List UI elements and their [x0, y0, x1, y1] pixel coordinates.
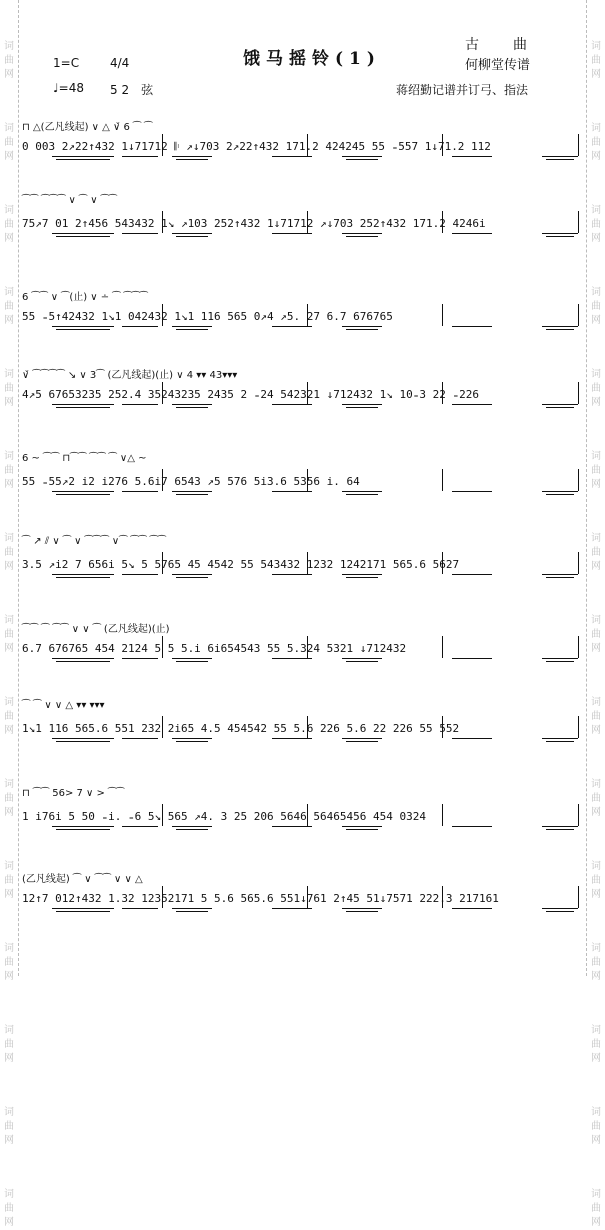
beam-line [272, 491, 312, 492]
watermark-char: 词 [4, 779, 14, 790]
watermark-char: 词 [4, 1107, 14, 1118]
bar-line [442, 304, 443, 326]
beam-line [346, 911, 378, 912]
notation-line [22, 788, 580, 852]
beam-line [342, 574, 382, 575]
bar-line [162, 211, 163, 233]
bar-line [307, 469, 308, 491]
notation-line [22, 453, 580, 517]
beam-line [272, 156, 312, 157]
watermark-char: 网 [4, 889, 14, 900]
beam-line [176, 236, 208, 237]
bar-line [442, 804, 443, 826]
ornament-marks: ⊓ ⁀⁀ 56> 7 ∨ > ⁀⁀ [22, 788, 125, 799]
beam-line [172, 908, 212, 909]
watermark-char: 词 [591, 451, 601, 462]
beam-line [342, 738, 382, 739]
beam-line [272, 658, 312, 659]
beam-line [542, 826, 578, 827]
source-label: 何柳堂传谱 [465, 58, 531, 73]
watermark-char: 词 [591, 205, 601, 216]
watermark-char: 网 [4, 1217, 14, 1228]
bar-line [578, 804, 579, 826]
watermark-char: 曲 [4, 219, 14, 230]
bar-line [307, 304, 308, 326]
watermark-char: 曲 [4, 1121, 14, 1132]
bar-line [578, 469, 579, 491]
beam-line [122, 826, 158, 827]
bar-line [307, 636, 308, 658]
bar-line [442, 469, 443, 491]
watermark-char: 曲 [591, 301, 601, 312]
ornament-marks: ∨̌ ⁀⁀⁀⁀ ↘ ∨ 3⁀ (乙凡线起)(止) ∨ 4 ▾▾ 43▾▾▾ [22, 370, 238, 381]
beam-line [346, 236, 378, 237]
bar-line [162, 382, 163, 404]
watermark-char: 词 [4, 615, 14, 626]
watermark-char: 曲 [4, 957, 14, 968]
watermark-char: 网 [591, 1217, 601, 1228]
beam-line [172, 574, 212, 575]
bar-line [307, 716, 308, 738]
beam-line [452, 326, 492, 327]
bar-line [162, 804, 163, 826]
beam-line [56, 741, 110, 742]
beam-line [542, 233, 578, 234]
bar-line [442, 211, 443, 233]
beam-line [56, 829, 110, 830]
beam-line [546, 577, 574, 578]
beam-line [52, 404, 114, 405]
bar-line [578, 716, 579, 738]
watermark-char: 词 [4, 123, 14, 134]
beam-line [546, 329, 574, 330]
watermark-char: 曲 [4, 793, 14, 804]
watermark-char: 曲 [591, 465, 601, 476]
beam-line [342, 491, 382, 492]
beam-line [342, 404, 382, 405]
beam-line [122, 574, 158, 575]
notation-line [22, 700, 580, 764]
beam-line [56, 911, 110, 912]
beam-line [56, 661, 110, 662]
beam-line [56, 577, 110, 578]
beam-line [122, 326, 158, 327]
bar-line [162, 552, 163, 574]
beam-line [542, 326, 578, 327]
beam-line [346, 329, 378, 330]
genre-label: 古 曲 [465, 37, 529, 53]
beam-line [56, 329, 110, 330]
beam-line [52, 738, 114, 739]
notation-line [22, 870, 580, 934]
beam-line [346, 741, 378, 742]
beam-line [172, 233, 212, 234]
watermark-char: 网 [4, 725, 14, 736]
beam-line [542, 658, 578, 659]
left-watermark-strip [0, 0, 19, 1228]
beam-line [56, 407, 110, 408]
watermark-char: 网 [4, 479, 14, 490]
bar-line [578, 134, 579, 156]
jianpu-notes: 6.7 676765 454 2124 5 5 5.i 6i654543 55 5.324 5321 ↓712432 [22, 642, 407, 655]
beam-line [342, 156, 382, 157]
watermark-char: 曲 [4, 875, 14, 886]
watermark-char: 网 [4, 971, 14, 982]
jianpu-notes: 0 003 2↗22↑432 1↓71712 𝄆 ↗↓703 2↗22↑432 171.2 424245 55 ₌557 1↓71.2 112 [22, 140, 491, 153]
beam-line [172, 326, 212, 327]
watermark-char: 词 [591, 943, 601, 954]
beam-line [342, 826, 382, 827]
beam-line [542, 404, 578, 405]
watermark-char: 词 [591, 1107, 601, 1118]
beam-line [52, 233, 114, 234]
bar-line [307, 134, 308, 156]
bar-line [442, 552, 443, 574]
beam-line [346, 407, 378, 408]
beam-line [452, 826, 492, 827]
time-signature: 4/4 [110, 56, 130, 70]
beam-line [176, 494, 208, 495]
watermark-char: 词 [591, 779, 601, 790]
beam-line [172, 156, 212, 157]
beam-line [546, 911, 574, 912]
watermark-char: 网 [4, 807, 14, 818]
watermark-char: 网 [591, 725, 601, 736]
beam-line [122, 404, 158, 405]
watermark-char: 曲 [591, 875, 601, 886]
beam-line [122, 156, 158, 157]
beam-line [546, 159, 574, 160]
beam-line [542, 738, 578, 739]
beam-line [452, 233, 492, 234]
beam-line [542, 574, 578, 575]
watermark-char: 网 [591, 1053, 601, 1064]
watermark-char: 曲 [4, 1203, 14, 1214]
editor-credit: 蒋绍勤记谱并订弓、指法 [396, 83, 529, 97]
bar-line [442, 134, 443, 156]
beam-line [546, 661, 574, 662]
beam-line [452, 156, 492, 157]
jianpu-notes: 1 i76i 5 50 ₌i. ₌6 5↘ 565 ↗4. 3 25 206 5646 56465456 454 0324 [22, 810, 426, 823]
bar-line [578, 382, 579, 404]
watermark-char: 曲 [4, 547, 14, 558]
watermark-char: 网 [591, 69, 601, 80]
watermark-char: 曲 [591, 1121, 601, 1132]
jianpu-notes: 55 ₌55↗2 i2 i276 5.6i7 6543 ↗5 576 5i3.6 5356 i. 64 [22, 475, 360, 488]
beam-line [452, 574, 492, 575]
watermark-char: 网 [591, 479, 601, 490]
watermark-char: 网 [591, 889, 601, 900]
beam-line [452, 738, 492, 739]
watermark-char: 词 [4, 41, 14, 52]
watermark-char: 曲 [591, 383, 601, 394]
beam-line [272, 404, 312, 405]
beam-line [346, 159, 378, 160]
watermark-char: 曲 [4, 465, 14, 476]
watermark-char: 词 [4, 533, 14, 544]
beam-line [452, 491, 492, 492]
watermark-char: 网 [591, 233, 601, 244]
watermark-char: 词 [591, 1025, 601, 1036]
bar-line [162, 716, 163, 738]
ornament-marks: 6 ~ ⁀⁀ ⊓⁀⁀ ⁀⁀ ⁀ ∨△ ~ [22, 453, 147, 464]
watermark-char: 曲 [591, 711, 601, 722]
watermark-char: 网 [4, 151, 14, 162]
right-watermark-strip [586, 0, 605, 1228]
watermark-char: 词 [591, 533, 601, 544]
beam-line [542, 156, 578, 157]
watermark-char: 曲 [591, 1039, 601, 1050]
bar-line [442, 382, 443, 404]
beam-line [176, 741, 208, 742]
watermark-char: 网 [4, 1053, 14, 1064]
watermark-char: 网 [591, 971, 601, 982]
watermark-char: 网 [4, 1135, 14, 1146]
beam-line [122, 491, 158, 492]
beam-line [172, 491, 212, 492]
beam-line [122, 738, 158, 739]
beam-line [542, 491, 578, 492]
ornament-marks: ⁀ ↗ ⫽ ∨ ⁀ ∨ ⁀⁀⁀ ∨⁀ ⁀⁀ ⁀⁀ [22, 536, 166, 547]
string-tuning: 5 2 弦 [110, 83, 154, 97]
beam-line [172, 404, 212, 405]
bar-line [442, 636, 443, 658]
bar-line [578, 304, 579, 326]
notation-line [22, 195, 580, 259]
beam-line [52, 491, 114, 492]
watermark-char: 词 [591, 369, 601, 380]
ornament-marks: ⁀⁀ ⁀ ⁀⁀ ∨ ∨ ⁀ (乙凡线起)(止) [22, 624, 170, 635]
bar-line [162, 469, 163, 491]
ornament-marks: 6 ⁀⁀ ∨ ⁀(止) ∨ ∸ ⁀ ⁀⁀⁀ [22, 292, 148, 303]
beam-line [546, 741, 574, 742]
beam-line [342, 233, 382, 234]
bar-line [162, 636, 163, 658]
watermark-char: 词 [591, 861, 601, 872]
bar-line [162, 886, 163, 908]
beam-line [546, 236, 574, 237]
beam-line [272, 326, 312, 327]
watermark-char: 曲 [4, 629, 14, 640]
watermark-char: 曲 [4, 1039, 14, 1050]
beam-line [176, 577, 208, 578]
watermark-char: 词 [591, 123, 601, 134]
watermark-char: 词 [591, 697, 601, 708]
bar-line [578, 886, 579, 908]
tempo-marking: ♩=48 [53, 81, 84, 95]
watermark-char: 曲 [4, 383, 14, 394]
notation-line [22, 366, 580, 430]
notation-line [22, 118, 580, 182]
beam-line [176, 159, 208, 160]
bar-line [442, 716, 443, 738]
beam-line [346, 829, 378, 830]
notation-line [22, 620, 580, 684]
jianpu-notes: 75↗7 01 2↑456 543432 1↘ ↗103 252↑432 1↓71712 ↗↓703 252↑432 171.2 4246i [22, 217, 486, 230]
watermark-char: 词 [4, 861, 14, 872]
beam-line [52, 156, 114, 157]
watermark-char: 曲 [4, 711, 14, 722]
key-signature: 1=C [53, 56, 80, 70]
ornament-marks: ⁀⁀ ⁀⁀⁀ ∨ ⁀ ∨ ⁀⁀ [22, 195, 117, 206]
beam-line [346, 494, 378, 495]
beam-line [342, 908, 382, 909]
bar-line [307, 211, 308, 233]
watermark-char: 网 [591, 397, 601, 408]
watermark-char: 网 [591, 1135, 601, 1146]
watermark-char: 词 [4, 697, 14, 708]
watermark-char: 词 [4, 205, 14, 216]
bar-line [442, 886, 443, 908]
beam-line [272, 826, 312, 827]
jianpu-notes: 55 ₌5↑42432 1↘1 042432 1↘1 116 565 0↗4 ↗5. 27 6.7 676765 [22, 310, 393, 323]
beam-line [56, 236, 110, 237]
ornament-marks: ⊓ △(乙凡线起) ∨ △ ∨̌ 6 ⁀ ⁀ [22, 122, 153, 133]
watermark-char: 词 [591, 615, 601, 626]
beam-line [176, 329, 208, 330]
beam-line [272, 233, 312, 234]
watermark-char: 曲 [591, 137, 601, 148]
beam-line [546, 829, 574, 830]
beam-line [542, 908, 578, 909]
watermark-char: 曲 [591, 629, 601, 640]
watermark-char: 词 [4, 451, 14, 462]
watermark-char: 网 [4, 397, 14, 408]
watermark-char: 曲 [4, 55, 14, 66]
piece-title: 饿马摇铃(1) [243, 49, 381, 69]
watermark-char: 网 [591, 561, 601, 572]
beam-line [176, 829, 208, 830]
beam-line [452, 404, 492, 405]
beam-line [56, 159, 110, 160]
watermark-char: 网 [4, 233, 14, 244]
beam-line [52, 908, 114, 909]
watermark-char: 词 [4, 369, 14, 380]
beam-line [342, 326, 382, 327]
jianpu-notes: 12↑7 012↑432 1.32 12352171 5 5.6 565.6 551↓761 2↑45 51↓7571 222.3 217161 [22, 892, 499, 905]
bar-line [307, 382, 308, 404]
bar-line [307, 886, 308, 908]
beam-line [172, 658, 212, 659]
beam-line [122, 658, 158, 659]
beam-line [452, 658, 492, 659]
watermark-char: 词 [4, 943, 14, 954]
beam-line [122, 233, 158, 234]
watermark-char: 曲 [591, 219, 601, 230]
watermark-char: 曲 [591, 55, 601, 66]
beam-line [346, 661, 378, 662]
watermark-char: 词 [4, 1025, 14, 1036]
beam-line [346, 577, 378, 578]
bar-line [307, 552, 308, 574]
beam-line [342, 658, 382, 659]
beam-line [176, 407, 208, 408]
beam-line [122, 908, 158, 909]
watermark-char: 词 [591, 1189, 601, 1200]
ornament-marks: (乙凡线起) ⁀ ∨ ⁀⁀ ∨ ∨ △ [22, 874, 143, 885]
bar-line [307, 804, 308, 826]
beam-line [52, 574, 114, 575]
beam-line [272, 908, 312, 909]
notation-line [22, 536, 580, 600]
beam-line [52, 326, 114, 327]
watermark-char: 词 [4, 287, 14, 298]
watermark-char: 曲 [4, 137, 14, 148]
bar-line [578, 211, 579, 233]
bar-line [162, 304, 163, 326]
beam-line [272, 574, 312, 575]
beam-line [452, 908, 492, 909]
watermark-char: 网 [4, 561, 14, 572]
beam-line [176, 661, 208, 662]
watermark-char: 曲 [591, 1203, 601, 1214]
watermark-char: 网 [591, 643, 601, 654]
watermark-char: 网 [591, 151, 601, 162]
bar-line [162, 134, 163, 156]
watermark-char: 网 [591, 807, 601, 818]
jianpu-notes: 3.5 ↗i2 7 656i 5↘ 5 5765 45 4542 55 543432 1232 1242171 565.6 5627 [22, 558, 460, 571]
watermark-char: 曲 [4, 301, 14, 312]
watermark-char: 曲 [591, 957, 601, 968]
watermark-char: 网 [591, 315, 601, 326]
beam-line [52, 658, 114, 659]
beam-line [546, 407, 574, 408]
jianpu-notes: 1↘1 116 565.6 551 232 2i65 4.5 454542 55 5.6 226 5.6 22 226 55 552 [22, 722, 460, 735]
jianpu-notes: 4↗5 67653235 252.4 35243235 2435 2 ₌24 542321 ↓712432 1↘ 10₌3 22 ₌226 [22, 388, 479, 401]
beam-line [546, 494, 574, 495]
watermark-char: 词 [591, 287, 601, 298]
notation-line [22, 288, 580, 352]
watermark-char: 曲 [591, 547, 601, 558]
watermark-char: 词 [4, 1189, 14, 1200]
beam-line [176, 911, 208, 912]
watermark-char: 网 [4, 69, 14, 80]
bar-line [578, 636, 579, 658]
watermark-char: 网 [4, 643, 14, 654]
beam-line [272, 738, 312, 739]
beam-line [172, 738, 212, 739]
watermark-char: 词 [591, 41, 601, 52]
watermark-char: 网 [4, 315, 14, 326]
watermark-char: 曲 [591, 793, 601, 804]
beam-line [56, 494, 110, 495]
beam-line [52, 826, 114, 827]
ornament-marks: ⁀ ⁀ ∨ ∨ △ ▾▾ ▾▾▾ [22, 700, 105, 711]
bar-line [578, 552, 579, 574]
beam-line [172, 826, 212, 827]
